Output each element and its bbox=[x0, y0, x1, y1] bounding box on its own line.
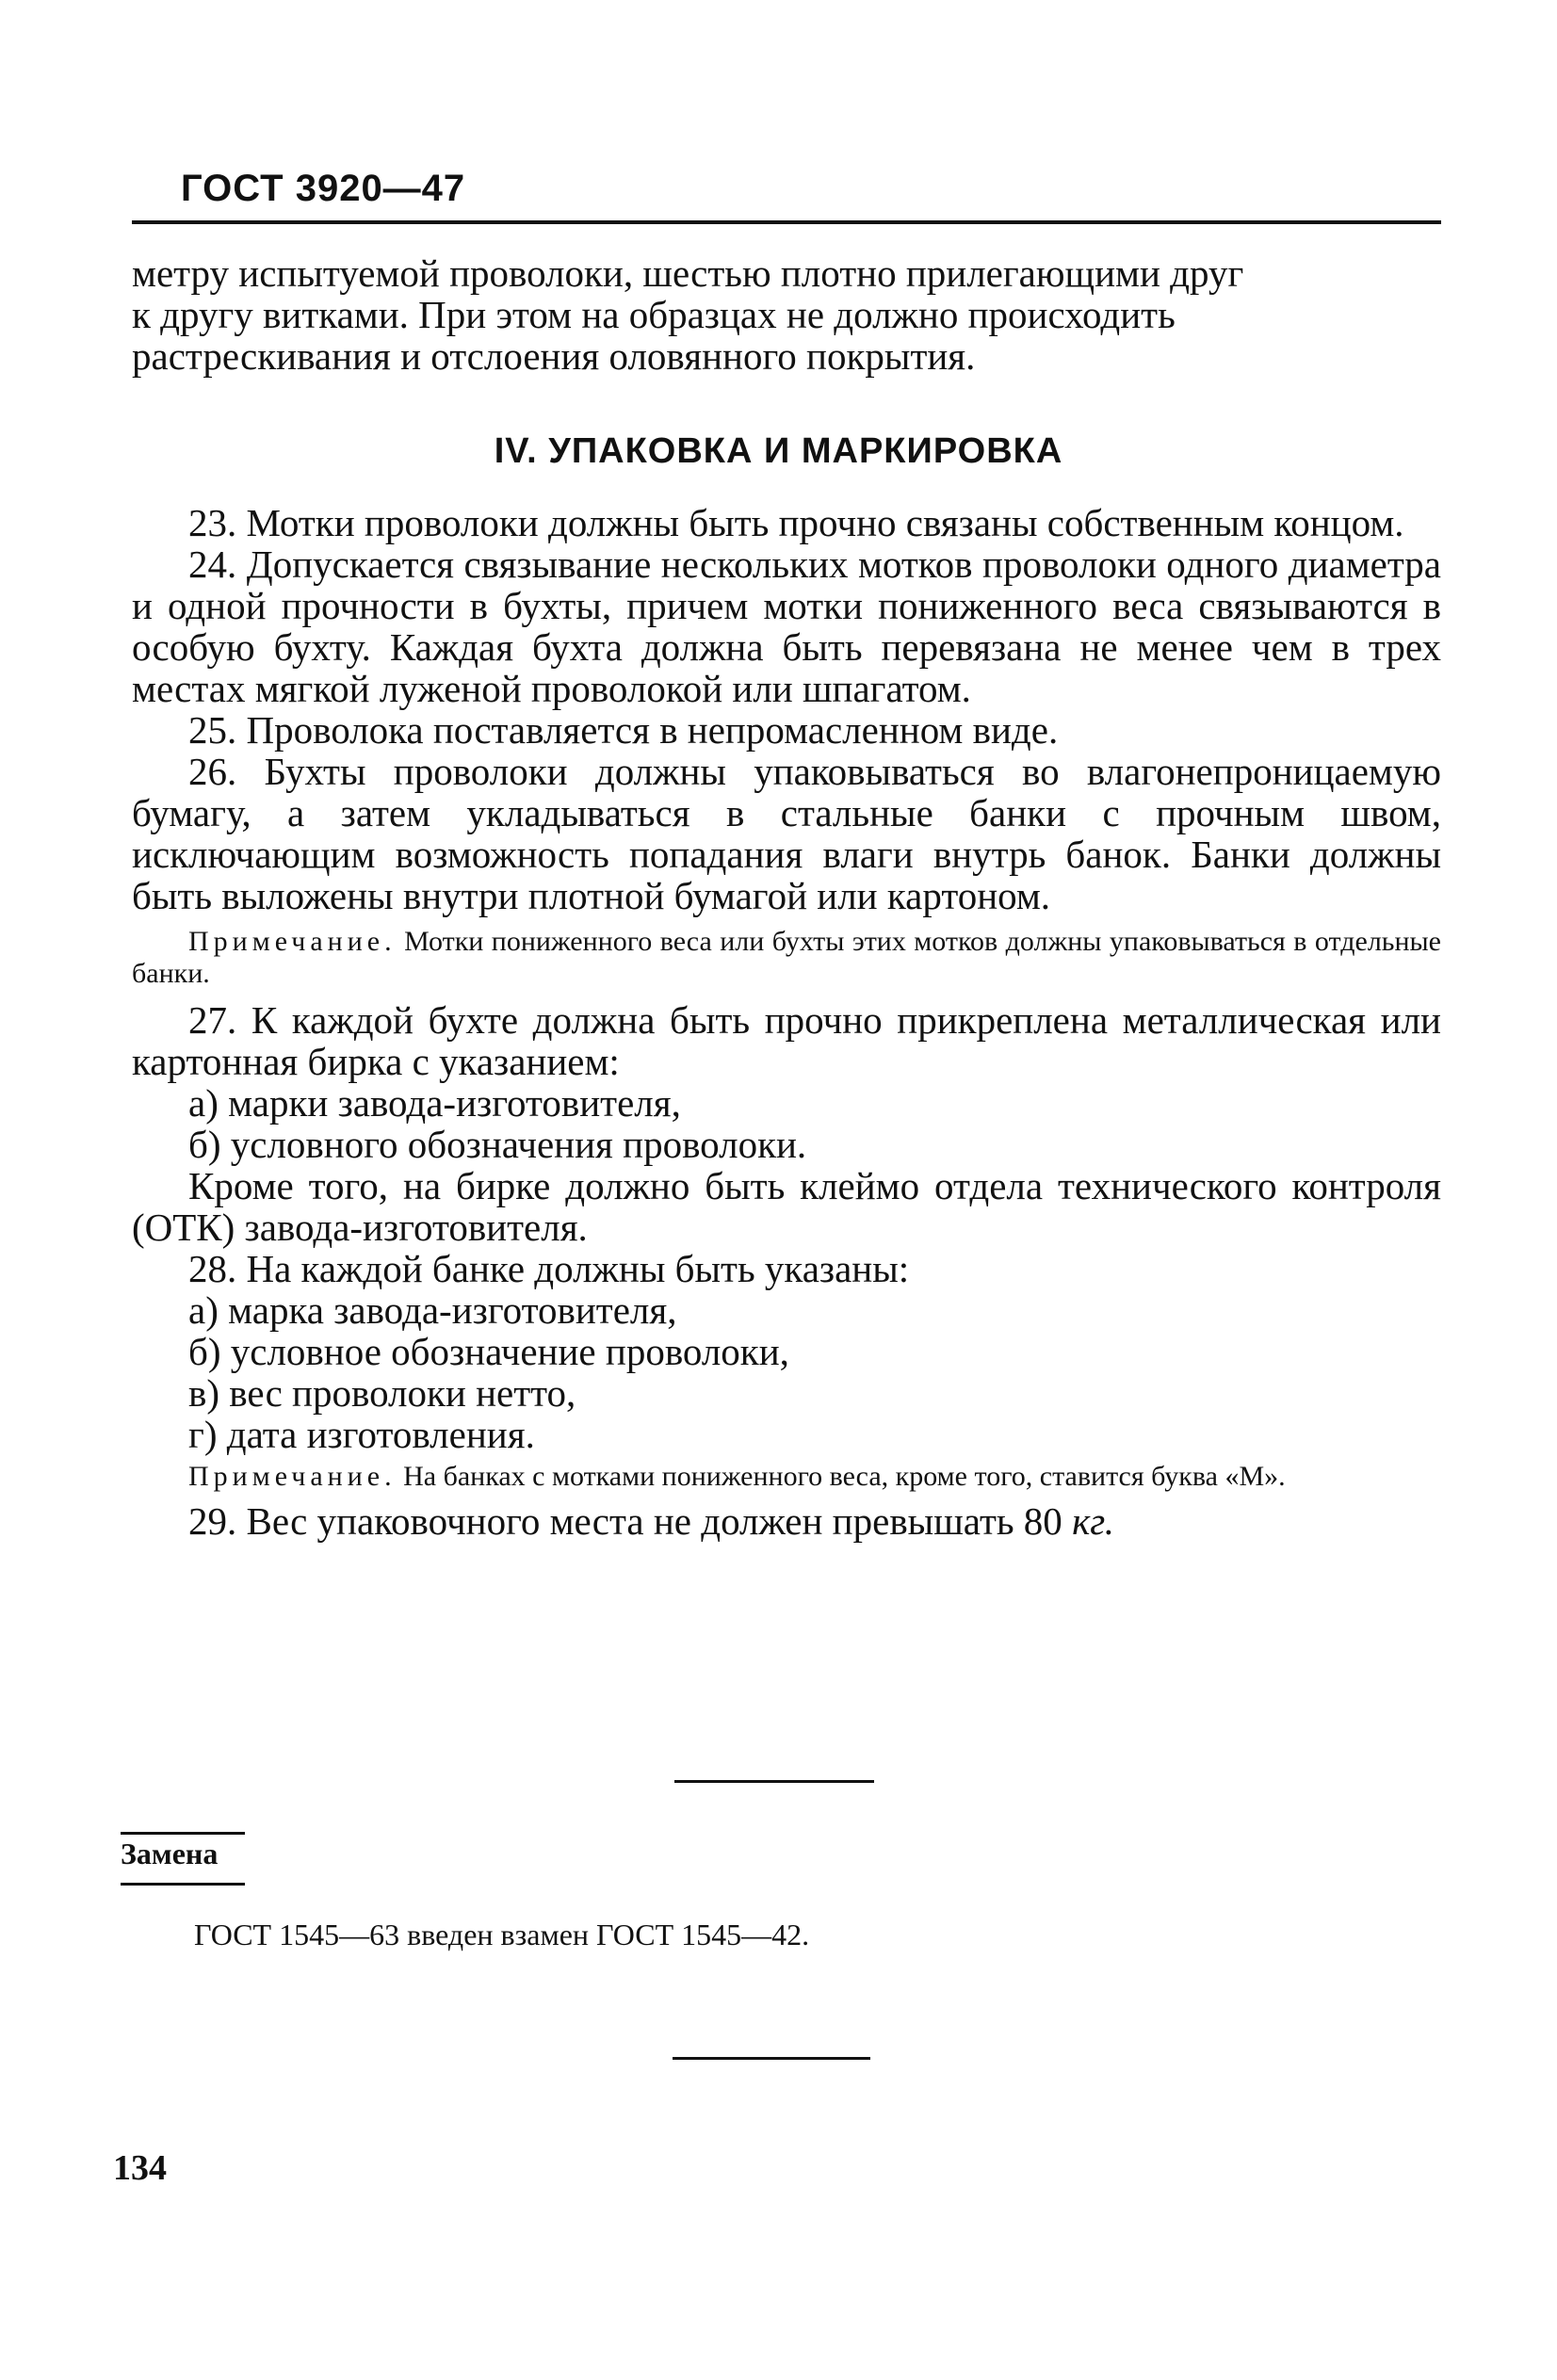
clause-27: 27. К каждой бухте должна быть прочно прикреплена металлическая или картонная бирка с указанием: bbox=[132, 998, 1441, 1083]
clause-28-item-b: б) условное обозначение проволоки, bbox=[188, 1330, 789, 1373]
intro-paragraph bbox=[132, 252, 1441, 377]
page-number: 134 bbox=[113, 2148, 167, 2188]
clause-24: 24. Допускается связывание нескольких мотков проволоки одного диаметра и одной прочности в бухты, причем мотки пониженного веса связываются в особую бухту. Каждая бухта должна быть перевязана не менее чем в трех местах мягкой луженой проволокой или шпагатом. bbox=[132, 542, 1441, 710]
clause-28-item-a: а) марка завода-изготовителя, bbox=[188, 1288, 677, 1332]
replacement-title: Замена bbox=[121, 1837, 219, 1870]
replacement-separator-rule bbox=[673, 2057, 870, 2060]
note-1-label: Примечание. bbox=[188, 926, 397, 957]
intro-line: растрескивания и отслоения оловянного покрытия. bbox=[132, 334, 976, 378]
clause-26: 26. Бухты проволоки должны упаковываться во влагонепроницаемую бумагу, а затем укладываться в стальные банки с прочным швом, исключающим возможность попадания влаги внутрь банок. Банки должны быть выложены внутри плотной бумагой или картоном. bbox=[132, 750, 1441, 917]
clause-29-unit: кг. bbox=[1072, 1499, 1114, 1543]
note-1 bbox=[132, 926, 1441, 990]
clause-29 bbox=[132, 1500, 1441, 1542]
document-header-title: ГОСТ 3920—47 bbox=[181, 168, 466, 209]
end-separator-rule bbox=[674, 1780, 874, 1783]
clause-23: 23. Мотки проволоки должны быть прочно связаны собственным концом. bbox=[188, 501, 1404, 544]
note-2-text: На банках с мотками пониженного веса, кроме того, ставится буква «М». bbox=[403, 1461, 1286, 1492]
replacement-top-rule bbox=[121, 1832, 245, 1835]
clause-27-item-b: б) условного обозначения проволоки. bbox=[188, 1123, 807, 1166]
clause-28-item-d: г) дата изготовления. bbox=[188, 1413, 535, 1456]
main-body bbox=[132, 502, 1441, 1542]
note-2-label: Примечание. bbox=[188, 1461, 397, 1492]
intro-line: метру испытуемой проволоки, шестью плотно прилегающими друг bbox=[132, 251, 1244, 295]
replacement-bottom-rule bbox=[121, 1883, 245, 1886]
note-2 bbox=[132, 1461, 1441, 1493]
section-heading: IV. УПАКОВКА И МАРКИРОВКА bbox=[494, 431, 1063, 471]
replacement-text: ГОСТ 1545—63 введен взамен ГОСТ 1545—42. bbox=[194, 1918, 810, 1951]
header-rule bbox=[132, 220, 1441, 224]
clause-28-item-c: в) вес проволоки нетто, bbox=[188, 1371, 576, 1415]
clause-25: 25. Проволока поставляется в непромасленном виде. bbox=[188, 708, 1059, 752]
clause-28: 28. На каждой банке должны быть указаны: bbox=[188, 1247, 910, 1290]
clause-27-extra: Кроме того, на бирке должно быть клеймо отдела технического контроля (ОТК) завода-изготовителя. bbox=[132, 1164, 1441, 1249]
note-1-text: Мотки пониженного веса или бухты этих мотков должны упаковываться в отдельные банки. bbox=[132, 926, 1441, 989]
clause-27-item-a: а) марки завода-изготовителя, bbox=[188, 1081, 681, 1125]
clause-29-text: 29. Вес упаковочного места не должен превышать 80 bbox=[188, 1499, 1062, 1543]
intro-line: к другу витками. При этом на образцах не должно происходить bbox=[132, 293, 1176, 336]
